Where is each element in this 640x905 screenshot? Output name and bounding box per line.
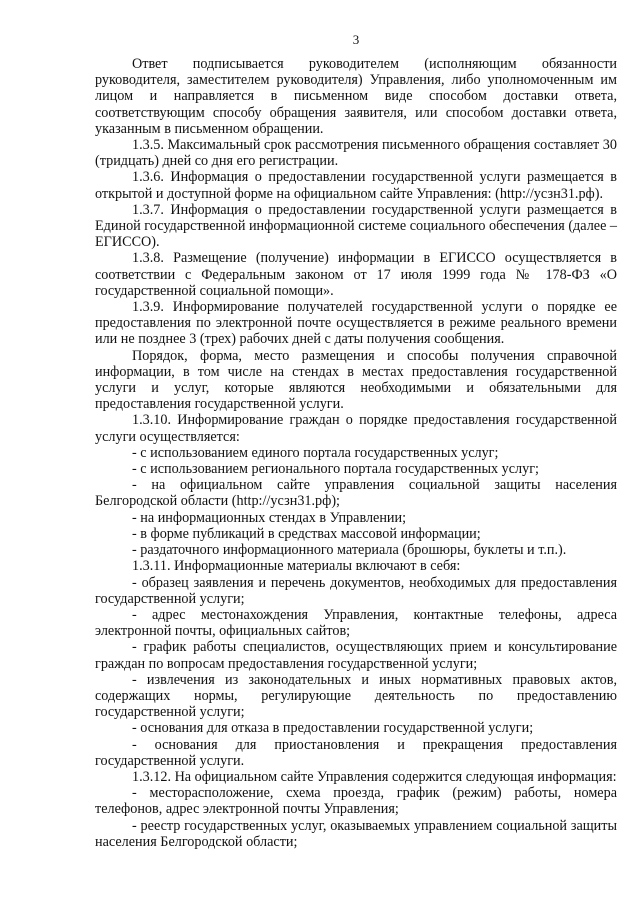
list-item: - извлечения из законодательных и иных нормативных правовых актов, содержащих нормы, регулирующие деятельность по предоставлению государственной услуги; bbox=[95, 671, 617, 721]
list-item: - график работы специалистов, осуществляющих прием и консультирование граждан по вопросам предоставления государственной услуги; bbox=[95, 639, 617, 672]
list-item: - месторасположение, схема проезда, график (режим) работы, номера телефонов, адрес электронной почты Управления; bbox=[95, 785, 617, 818]
page-number: 3 bbox=[352, 32, 360, 47]
list-item: - на информационных стендах в Управлении; bbox=[132, 509, 407, 526]
paragraph: 1.3.8. Размещение (получение) информации в ЕГИССО осуществляется в соответствии с Федеральным законом от 17 июля 1999 года № 178-ФЗ «О государственной социальной помощи». bbox=[95, 250, 617, 299]
document-page bbox=[95, 30, 617, 850]
list-item: - основания для приостановления и прекращения предоставления государственной услуги. bbox=[95, 736, 617, 769]
list-item: - основания для отказа в предоставлении государственной услуги; bbox=[132, 720, 534, 737]
paragraph: 1.3.7. Информация о предоставлении государственной услуги размещается в Единой государственной информационной системе социального обеспечения (далее – ЕГИССО). bbox=[95, 201, 618, 251]
list-item: - с использованием регионального портала государственных услуг; bbox=[132, 461, 539, 478]
paragraph: 1.3.10. Информирование граждан о порядке предоставления государственной услуги осуществляется: bbox=[95, 412, 617, 445]
list-item: - образец заявления и перечень документов, необходимых для предоставления государственной услуги; bbox=[95, 574, 617, 607]
paragraph: 1.3.12. На официальном сайте Управления содержится следующая информация: bbox=[132, 768, 617, 785]
paragraph: Ответ подписывается руководителем (исполняющим обязанности руководителя, заместителем руководителя) Управления, либо уполномоченным им лицом и направляется в письменном виде способом доставки ответа, соответствующим способу обращения заявителя, или способом доставки ответа, указанным в письменном обращении. bbox=[95, 56, 617, 137]
document-body bbox=[95, 56, 617, 850]
paragraph: 1.3.9. Информирование получателей государственной услуги о порядке ее предоставления по электронной почте осуществляется в режиме реального времени или не позднее 3 (трех) рабочих дней с даты получения сообщения. bbox=[95, 299, 617, 348]
paragraph: 1.3.6. Информация о предоставлении государственной услуги размещается в открытой и доступной форме на официальном сайте Управления: (http://усзн31.рф). bbox=[95, 169, 617, 202]
list-item: - на официальном сайте управления социальной защиты населения Белгородской области (http://усзн31.рф); bbox=[95, 477, 617, 510]
list-item: - реестр государственных услуг, оказываемых управлением социальной защиты населения Белгородской области; bbox=[95, 817, 617, 850]
paragraph: 1.3.11. Информационные материалы включают в себя: bbox=[132, 558, 461, 575]
list-item: - раздаточного информационного материала (брошюры, буклеты и т.п.). bbox=[132, 542, 567, 559]
list-item: - в форме публикаций в средствах массовой информации; bbox=[132, 525, 481, 542]
paragraph: Порядок, форма, место размещения и способы получения справочной информации, в том числе на стендах в местах предоставления государственной услуги и услуг, которые являются необходимыми и обязательными для предоставления государственной услуги. bbox=[95, 347, 617, 413]
paragraph: 1.3.5. Максимальный срок рассмотрения письменного обращения составляет 30 (тридцать) дней со дня его регистрации. bbox=[95, 137, 617, 170]
list-item: - адрес местонахождения Управления, контактные телефоны, адреса электронной почты, официальных сайтов; bbox=[95, 606, 617, 640]
list-item: - с использованием единого портала государственных услуг; bbox=[132, 444, 499, 461]
